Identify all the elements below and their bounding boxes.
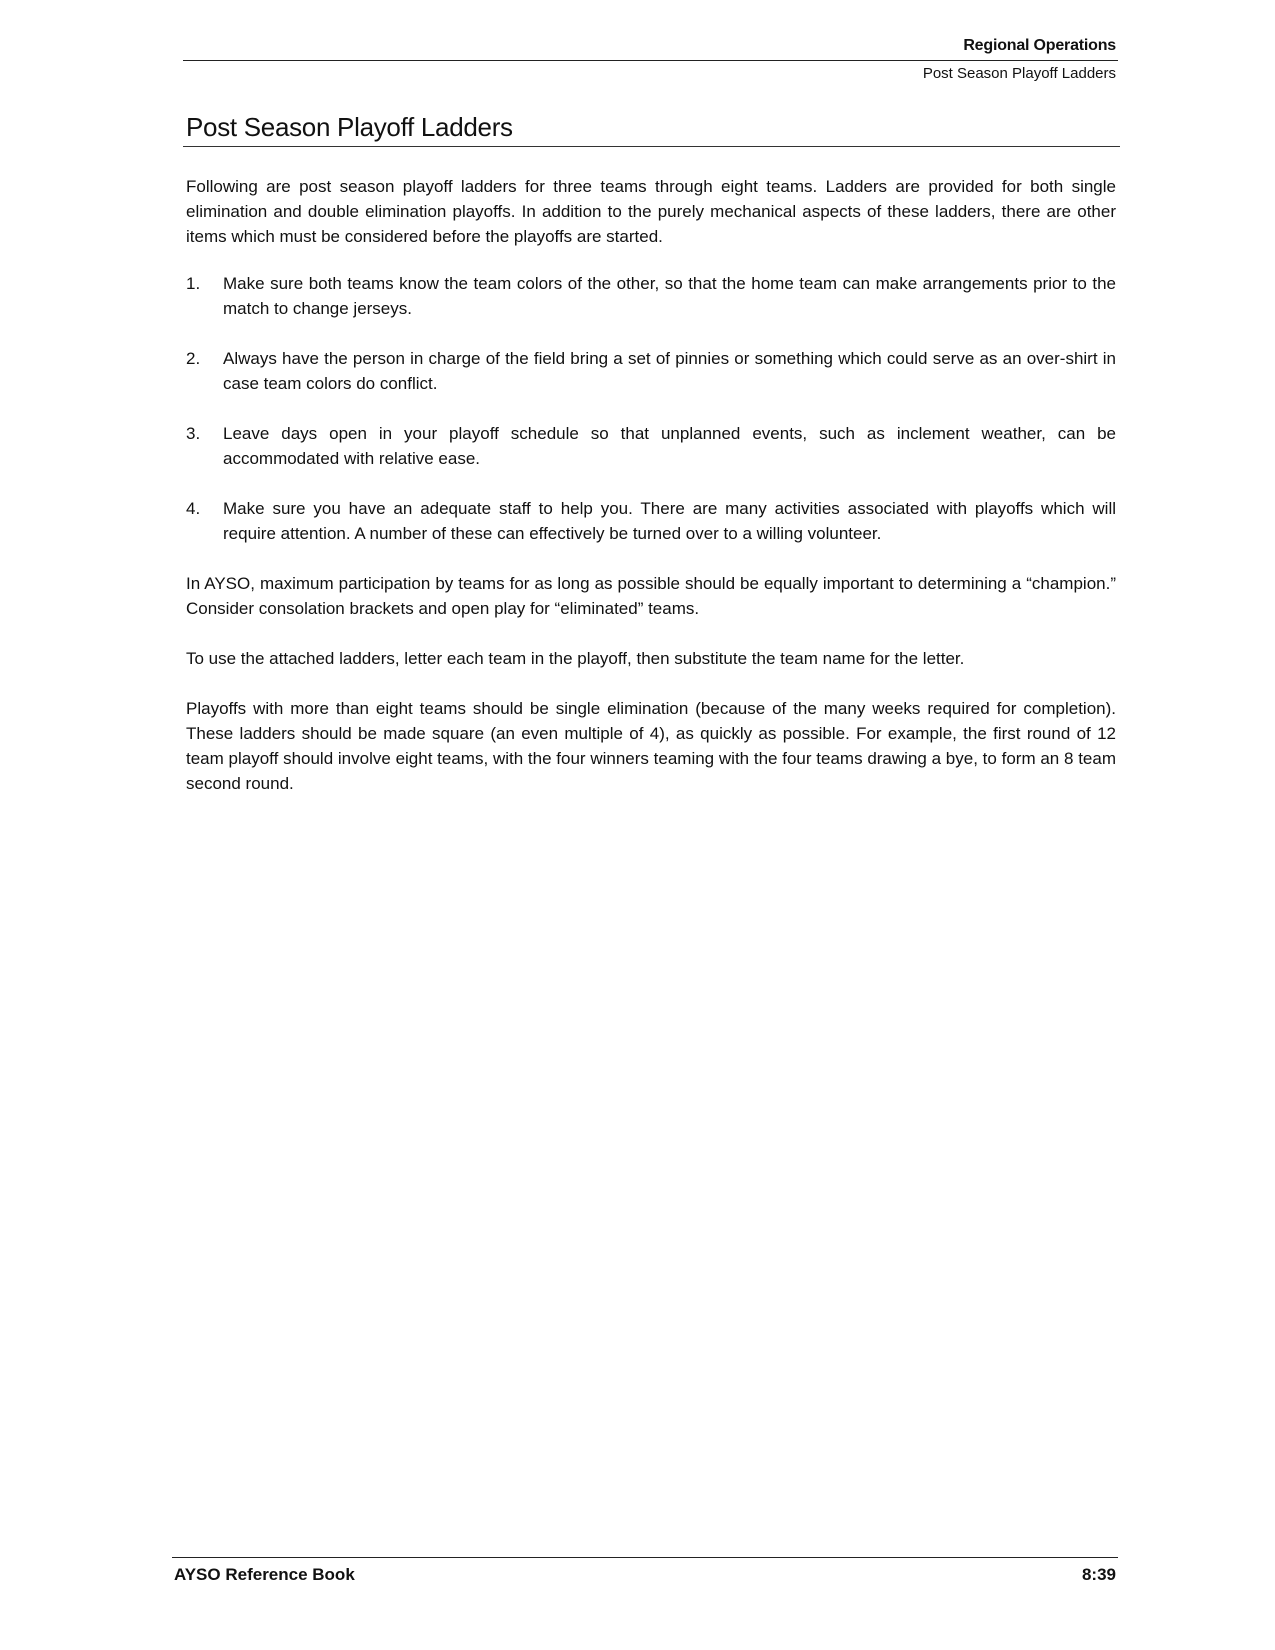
header-divider (183, 60, 1118, 61)
header-section-title: Regional Operations (963, 37, 1116, 54)
list-item (186, 271, 1116, 321)
list-item-number: 2. (186, 349, 201, 368)
title-divider (183, 146, 1120, 147)
footer-book-title: AYSO Reference Book (174, 1565, 355, 1584)
list-item-text: Make sure both teams know the team colors of the other, so that the home team can make arrangements prior to the match to change jerseys. (223, 274, 1116, 318)
page-title: Post Season Playoff Ladders (186, 112, 513, 142)
page-content (186, 110, 1116, 796)
footer-divider (172, 1557, 1118, 1558)
header-subsection-title: Post Season Playoff Ladders (922, 65, 1116, 82)
page-header (183, 36, 1118, 84)
body-paragraph-ladders-usage: To use the attached ladders, letter each team in the playoff, then substitute the team name for the letter. (186, 649, 965, 668)
list-item (186, 346, 1116, 396)
list-item-text: Always have the person in charge of the field bring a set of pinnies or something which could serve as an over-shirt in case team colors do conflict. (223, 349, 1116, 393)
list-item (186, 421, 1116, 471)
body-paragraph-large-playoffs: Playoffs with more than eight teams should be single elimination (because of the many weeks required for completion). These ladders should be made square (an even multiple of 4), as quickly as possible. For example, the first round of 12 team playoff should involve eight teams, with the four winners teaming with the four teams drawing a bye, to form an 8 team second round. (186, 699, 1116, 793)
list-item-number: 1. (186, 274, 201, 293)
body-paragraph-participation: In AYSO, maximum participation by teams for as long as possible should be equally important to determining a “champion.” Consider consolation brackets and open play for “eliminated” teams. (186, 574, 1116, 618)
footer-row (172, 1564, 1118, 1586)
list-item-text: Make sure you have an adequate staff to help you. There are many activities associated with playoffs which will require attention. A number of these can effectively be turned over to a willing volunteer. (223, 499, 1116, 543)
list-item (186, 496, 1116, 546)
list-item-number: 4. (186, 499, 201, 518)
footer-page-number: 8:39 (1081, 1565, 1116, 1584)
page-footer (172, 1557, 1118, 1586)
considerations-list (186, 271, 1116, 546)
list-item-number: 3. (186, 424, 201, 443)
intro-paragraph: Following are post season playoff ladders for three teams through eight teams. Ladders are provided for both single elimination and double elimination playoffs. In addition to the purely mechanical aspects of these ladders, there are other items which must be considered before the playoffs are started. (186, 177, 1116, 246)
list-item-text: Leave days open in your playoff schedule so that unplanned events, such as inclement weather, can be accommodated with relative ease. (223, 424, 1116, 468)
